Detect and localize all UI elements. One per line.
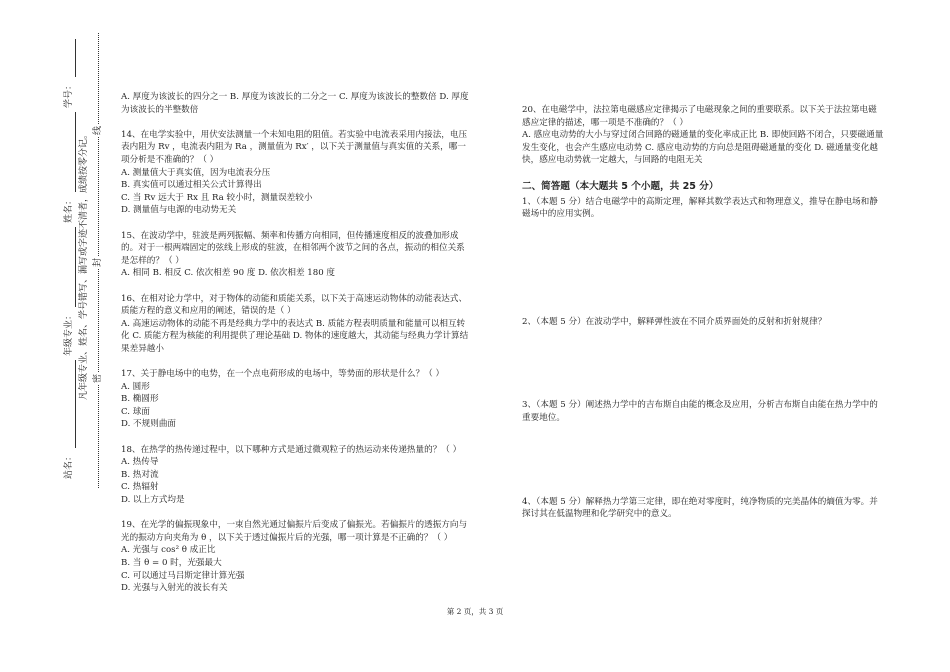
right-column xyxy=(522,104,884,521)
student-id-label: 学号： xyxy=(64,80,74,108)
question-stem: 19、在光学的偏振现象中，一束自然光通过偏振片后变成了偏振光。若偏振片的透振方向与光的振动方向夹角为 θ ，以下关于透过偏振片后的光强，哪一项计算是不正确的？（ ） xyxy=(121,520,468,543)
question-13-options: A. 厚度为该波长的四分之一 B. 厚度为该波长的二分之一 C. 厚度为该波长的整数倍 D. 厚度为该波长的半整数倍 xyxy=(121,92,469,115)
option: D. 以上方式均是 xyxy=(121,495,185,505)
option: A. 测量值大于真实值，因为电流表分压 xyxy=(121,167,271,178)
question-stem: 17、关于静电场中的电势，在一个点电荷形成的电场中，等势面的形状是什么？（ ） xyxy=(121,369,445,380)
left-column xyxy=(121,91,471,607)
question-stem: 15、在波动学中，驻波是两列振幅、频率和传播方向相同，但传播速度相反的波叠加形成的。对于一根两端固定的弦线上形成的驻波，在相邻两个波节之间的各点，振动的相位关系是怎样的？（ ） xyxy=(121,230,465,266)
station-label: 站名： xyxy=(64,451,74,479)
option: B. 当 θ = 0 时，光强最大 xyxy=(121,557,222,568)
question-18 xyxy=(121,444,471,507)
short-answer-3: 3、（本题 5 分）阐述热力学中的吉布斯自由能的概念及应用，分析吉布斯自由能在热力学中的重要地位。 xyxy=(522,400,878,423)
question-stem: 18、在热学的热传递过程中，以下哪种方式是通过微观粒子的热运动来传递热量的？（ ） xyxy=(121,444,462,455)
station-blank[interactable] xyxy=(67,360,76,448)
seal-line xyxy=(91,33,103,488)
notice-text: 凡年级专业、姓名、学号错写、漏写或字迹不清者，成绩按零分记。 xyxy=(79,129,89,400)
question-stem: 16、在相对论力学中，对于物体的动能和质能关系，以下关于高速运动物体的动能表达式、质能方程的意义和应用的阐述，错误的是（ ） xyxy=(121,293,468,317)
student-info-fields xyxy=(62,35,76,480)
option: A. 高速运动物体的动能不再是经典力学中的表达式 B. 质能方程表明质量和能量可以相互转化 C. 质能方程为核能的利用提供了理论基础 D. 物体的速度越大，其动能与经典力学计算结果差异越小 xyxy=(121,318,469,354)
option: C. 球面 xyxy=(121,406,150,417)
name-blank[interactable] xyxy=(67,112,76,192)
option: A. 相同 B. 相反 C. 依次相差 90 度 D. 依次相差 180 度 xyxy=(121,268,336,279)
option: A. 光强与 cos² θ 成正比 xyxy=(121,545,216,556)
question-20 xyxy=(522,104,884,167)
option: A. 热传导 xyxy=(121,457,159,468)
short-answer-1: 1、（本题 5 分）结合电磁学中的高斯定理，解释其数学表达式和物理意义，推导在静电场和静磁场中的应用实例。 xyxy=(522,196,878,220)
option: A. 圆形 xyxy=(121,381,150,392)
major-label: 年级专业： xyxy=(64,310,74,356)
option: D. 光强与入射光的波长有关 xyxy=(121,583,228,594)
short-answer-4: 4、（本题 5 分）解释热力学第三定律，即在绝对零度时，纯净物质的完美晶体的熵值为零。并探讨其在低温物理和化学研究中的意义。 xyxy=(522,496,878,520)
short-answer-2: 2、（本题 5 分）在波动学中，解释弹性波在不同介质界面处的反射和折射规律？ xyxy=(522,316,827,327)
option: B. 椭圆形 xyxy=(121,394,159,405)
option: C. 当 Rv 远大于 Rx 且 Ra 较小时，测量误差较小 xyxy=(121,192,313,203)
major-blank[interactable] xyxy=(67,227,76,307)
option: D. 测量值与电源的电动势无关 xyxy=(121,205,237,216)
question-19 xyxy=(121,519,471,595)
question-stem: 20、在电磁学中，法拉第电磁感应定律揭示了电磁现象之间的重要联系。以下关于法拉第电磁感应定律的描述，哪一项是不准确的？（ ） xyxy=(522,105,877,128)
question-16 xyxy=(121,293,471,356)
option: A. 感应电动势的大小与穿过闭合回路的磁通量的变化率成正比 B. 即使回路不闭合，只要磁通量发生变化，也会产生感应电动势 C. 感应电动势的方向总是阻碍磁通量的变化 D. 磁通量变化越快，感应电动势就一定越大，与回路的电阻无关 xyxy=(522,130,884,166)
option: B. 热对流 xyxy=(121,469,159,480)
question-17 xyxy=(121,368,471,431)
seal-mi: 密 xyxy=(93,373,103,383)
question-14 xyxy=(121,129,471,217)
seal-xian: 线 xyxy=(93,125,103,135)
section-title: 二、简答题（本大题共 5 个小题，共 25 分） xyxy=(522,180,719,192)
name-label: 姓名： xyxy=(64,195,74,223)
option: C. 可以通过马吕斯定律计算光强 xyxy=(121,570,245,581)
student-id-blank[interactable] xyxy=(67,39,76,77)
question-15 xyxy=(121,230,471,280)
page-number: 第 2 页，共 3 页 xyxy=(446,607,504,616)
option: D. 不规则曲面 xyxy=(121,419,177,430)
option: C. 热辐射 xyxy=(121,482,159,493)
question-stem: 14、在电学实验中，用伏安法测量一个未知电阻的阻值。若实验中电流表采用内接法，电压表内阻为 Rv ，电流表内阻为 Ra ，测量值为 Rx′ ，以下关于测量值与真实值的关系，哪一项分析是不准确的？（ ） xyxy=(121,129,468,165)
seal-feng: 封 xyxy=(93,257,103,267)
option: B. 真实值可以通过相关公式计算得出 xyxy=(121,180,262,191)
